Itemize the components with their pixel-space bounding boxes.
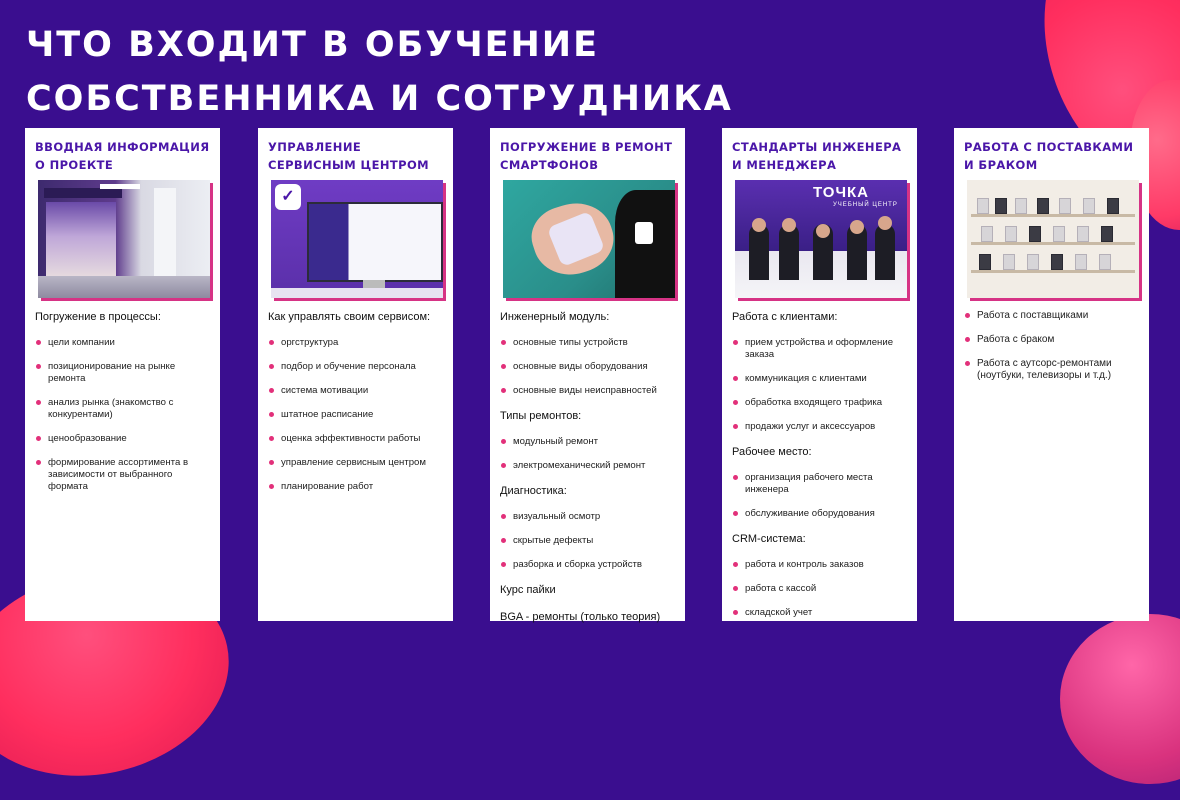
list-item: складской учет bbox=[732, 607, 909, 619]
card-body bbox=[964, 310, 1141, 382]
card-standards bbox=[722, 128, 917, 621]
card-management bbox=[258, 128, 453, 621]
list-item: анализ рынка (знакомство с конкурентами) bbox=[35, 397, 212, 421]
list-item: продажи услуг и аксессуаров bbox=[732, 421, 909, 433]
section-heading: Инженерный модуль: bbox=[500, 311, 610, 323]
card-title: ВВОДНАЯ ИНФОРМАЦИЯ О ПРОЕКТЕ bbox=[35, 140, 210, 172]
section-heading: Диагностика: bbox=[500, 485, 567, 497]
list-item: планирование работ bbox=[268, 481, 445, 493]
list-item: основные виды неисправностей bbox=[500, 385, 677, 397]
list-item: ценообразование bbox=[35, 433, 212, 445]
card-title: РАБОТА С ПОСТАВКАМИ И БРАКОМ bbox=[964, 140, 1134, 172]
card-body bbox=[268, 310, 445, 493]
team-photo bbox=[735, 180, 907, 298]
brand-logo-subtext: УЧЕБНЫЙ ЦЕНТР bbox=[833, 202, 898, 208]
logo-icon: ✓ bbox=[275, 184, 301, 210]
list-item: разборка и сборка устройств bbox=[500, 559, 677, 571]
section-heading: Погружение в процессы: bbox=[35, 311, 161, 323]
phone-repair-photo bbox=[503, 180, 675, 298]
section-heading: CRM-система: bbox=[732, 533, 806, 545]
card-body bbox=[35, 310, 212, 493]
section-heading: Рабочее место: bbox=[732, 446, 812, 458]
list-item: Работа с поставщиками bbox=[964, 310, 1141, 322]
list-item: модульный ремонт bbox=[500, 436, 677, 448]
list-item: оценка эффективности работы bbox=[268, 433, 445, 445]
card-body bbox=[500, 310, 677, 624]
list-item: подбор и обучение персонала bbox=[268, 361, 445, 373]
list-item: основные типы устройств bbox=[500, 337, 677, 349]
list-item: основные виды оборудования bbox=[500, 361, 677, 373]
page-title-line-1: ЧТО ВХОДИТ В ОБУЧЕНИЕ bbox=[26, 25, 599, 65]
list-item: электромеханический ремонт bbox=[500, 460, 677, 472]
page-title-line-2: СОБСТВЕННИКА И СОТРУДНИКА bbox=[26, 79, 733, 119]
list-item: формирование ассортимента в зависимости от выбранного формата bbox=[35, 457, 212, 493]
section-heading: Как управлять своим сервисом: bbox=[268, 311, 431, 323]
list-item: штатное расписание bbox=[268, 409, 445, 421]
list-item: скрытые дефекты bbox=[500, 535, 677, 547]
card-title: УПРАВЛЕНИЕ СЕРВИСНЫМ ЦЕНТРОМ bbox=[268, 140, 429, 172]
card-body bbox=[732, 310, 909, 619]
card-title: ПОГРУЖЕНИЕ В РЕМОНТ СМАРТФОНОВ bbox=[500, 140, 673, 172]
list-item: система мотивации bbox=[268, 385, 445, 397]
section-heading: BGA - ремонты (только теория) bbox=[500, 611, 661, 623]
brand-logo-text: ТОЧКА bbox=[813, 184, 869, 201]
card-intro bbox=[25, 128, 220, 621]
card-supplies bbox=[954, 128, 1149, 621]
decor-blob-bottom-right bbox=[1060, 614, 1180, 784]
list-item: обслуживание оборудования bbox=[732, 508, 909, 520]
list-item: обработка входящего трафика bbox=[732, 397, 909, 409]
card-title: СТАНДАРТЫ ИНЖЕНЕРА И МЕНЕДЖЕРА bbox=[732, 140, 902, 172]
list-item: Работа с аутсорс-ремонтами (ноутбуки, телевизоры и т.д.) bbox=[964, 358, 1141, 382]
list-item: цели компании bbox=[35, 337, 212, 349]
section-heading: Работа с клиентами: bbox=[732, 311, 838, 323]
section-heading: Типы ремонтов: bbox=[500, 410, 582, 422]
list-item: позиционирование на рынке ремонта bbox=[35, 361, 212, 385]
list-item: оргструктура bbox=[268, 337, 445, 349]
list-item: прием устройства и оформление заказа bbox=[732, 337, 909, 361]
page-title bbox=[26, 18, 733, 126]
list-item: коммуникация с клиентами bbox=[732, 373, 909, 385]
list-item: организация рабочего места инженера bbox=[732, 472, 909, 496]
section-heading: Курс пайки bbox=[500, 584, 556, 596]
list-item: Работа с браком bbox=[964, 334, 1141, 346]
card-repair bbox=[490, 128, 685, 621]
shelves-photo bbox=[967, 180, 1139, 298]
list-item: управление сервисным центром bbox=[268, 457, 445, 469]
store-photo bbox=[38, 180, 210, 298]
list-item: работа с кассой bbox=[732, 583, 909, 595]
monitor-photo bbox=[271, 180, 443, 298]
list-item: работа и контроль заказов bbox=[732, 559, 909, 571]
list-item: визуальный осмотр bbox=[500, 511, 677, 523]
